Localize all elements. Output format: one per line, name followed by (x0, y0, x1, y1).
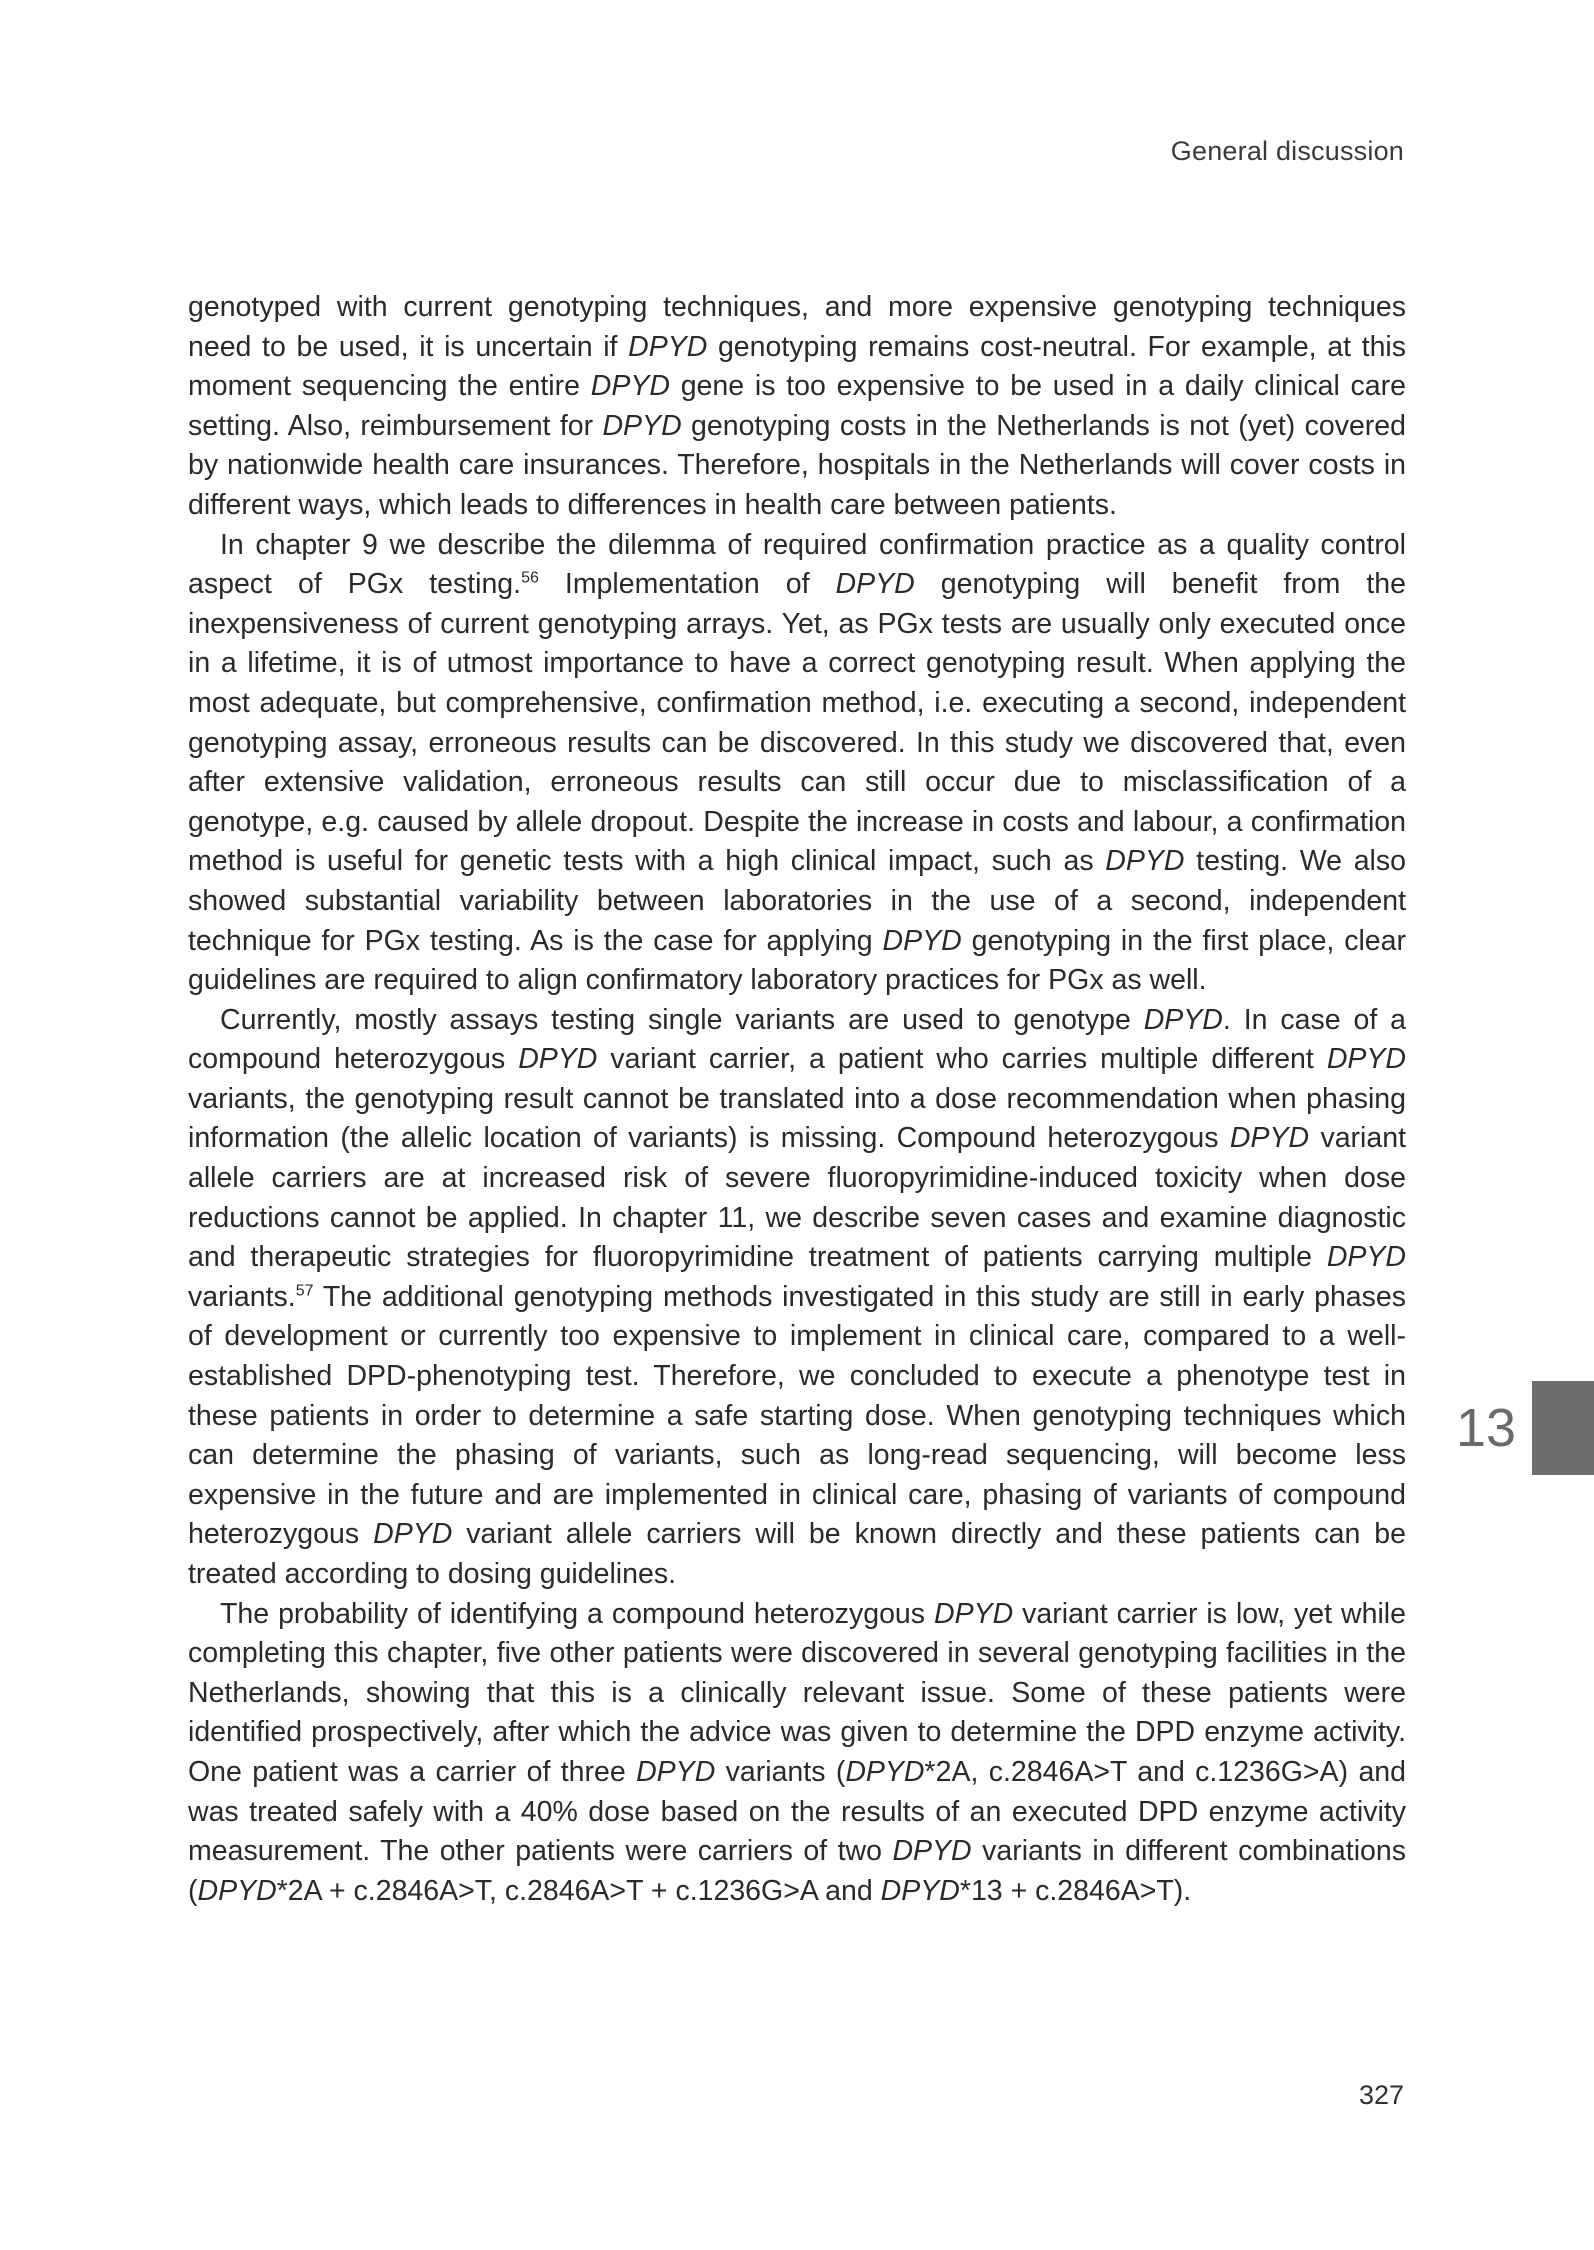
text-run: testing. We also showed substantial variability between laboratories in the use of a second, independent technique for PGx testing. As is the case for applying (188, 845, 1406, 957)
text-run: variant carrier is low, yet while completing this chapter, five other patients were discovered in several genotyping facilities in the Netherlands, showing that this is a clinically relevant issue. Some of these patients were identified prospectively, after which the advice was given to determine the DPD enzyme activity. One patient was a carrier of three (188, 1597, 1406, 1788)
gene-name: DPYD (197, 1874, 277, 1907)
text-run: variants in different combinations ( (188, 1835, 1406, 1907)
gene-name: DPYD (1326, 1043, 1406, 1076)
text-run: variants, the genotyping result cannot be translated into a dose recommendation when phasing information (the allelic location of variants) is missing. Compound heterozygous (188, 1082, 1406, 1155)
gene-name: DPYD (835, 568, 915, 601)
text-run: variants ( (715, 1755, 846, 1788)
text-run: Currently, mostly assays testing single variants are used to genotype (220, 1003, 1144, 1036)
running-header: General discussion (1170, 136, 1404, 166)
text-run: *2A, c.2846A>T and c.1236G>A) and was treated safely with a 40% dose based on the results of an executed DPD enzyme activity measurement. The other patients were carriers of two (188, 1755, 1406, 1868)
text-run: The probability of identifying a compound heterozygous (220, 1597, 934, 1630)
gene-name: DPYD (602, 409, 682, 442)
text-run: . In case of a compound heterozygous (188, 1003, 1406, 1076)
text-run: genotyping in the first place, clear guidelines are required to align confirmatory laboratory practices for PGx as well. (188, 924, 1407, 997)
gene-name: DPYD (1143, 1003, 1223, 1036)
text-run: The additional genotyping methods investigated in this study are still in early phases of development or currently too expensive to implement in clinical care, compared to a well-established DPD-phenotyping test. Therefore, we concluded to execute a phenotype test in these patients in order to determine a safe starting dose. When genotyping techniques which can determine the phasing of variants, such as long-read sequencing, will become less expensive in the future and are implemented in clinical care, phasing of variants of compound heterozygous (188, 1280, 1406, 1551)
text-run: genotyping costs in the Netherlands is not (yet) covered by nationwide health care insurances. Therefore, hospitals in the Netherlands will cover costs in different ways, which leads to differences in health care between patients. (188, 409, 1406, 521)
gene-name: DPYD (1326, 1241, 1406, 1274)
paragraph-3 (188, 1001, 1406, 1595)
paragraph-4 (188, 1595, 1406, 1912)
paragraph-1 (188, 288, 1406, 526)
gene-name: DPYD (628, 330, 708, 363)
gene-name: DPYD (892, 1835, 972, 1868)
reference-superscript: 57 (295, 1282, 314, 1300)
text-run: *13 + c.2846A>T). (959, 1874, 1192, 1907)
text-run: variants. (188, 1280, 296, 1313)
body-text (188, 288, 1406, 1911)
gene-name: DPYD (373, 1518, 453, 1551)
text-run: *2A + c.2846A>T, c.2846A>T + c.1236G>A and (276, 1874, 881, 1907)
gene-name: DPYD (845, 1755, 925, 1788)
gene-name: DPYD (1229, 1122, 1310, 1155)
gene-name: DPYD (934, 1597, 1014, 1630)
text-run: gene is too expensive to be used in a daily clinical care setting. Also, reimbursement for (188, 370, 1406, 442)
reference-superscript: 56 (521, 569, 539, 587)
chapter-number: 13 (1456, 1398, 1517, 1458)
text-run: Implementation of (538, 568, 836, 601)
text-run: genotyping will benefit from the inexpensiveness of current genotyping arrays. Yet, as PGx tests are usually only executed once in a lifetime, it is of utmost importance to have a correct genotyping result. When applying the most adequate, but comprehensive, confirmation method, i.e. executing a second, independent genotyping assay, erroneous results can be discovered. In this study we discovered that, even after extensive validation, erroneous results can still occur due to misclassification of a genotype, e.g. caused by allele dropout. Despite the increase in costs and labour, a confirmation method is useful for genetic tests with a high clinical impact, such as (188, 568, 1406, 878)
gene-name: DPYD (880, 1874, 960, 1907)
page-number: 327 (1358, 2080, 1404, 2110)
gene-name: DPYD (636, 1755, 716, 1788)
text-run: genotyped with current genotyping techniques, and more expensive genotyping techniques need to be used, it is uncertain if (188, 291, 1406, 363)
text-run: variant allele carriers are at increased risk of severe fluoropyrimidine-induced toxicity when dose reductions cannot be applied. In chapter 11, we describe seven cases and examine diagnostic and therapeutic strategies for fluoropyrimidine treatment of patients carrying multiple (188, 1122, 1406, 1274)
gene-name: DPYD (590, 370, 670, 403)
text-run: variant allele carriers will be known directly and these patients can be treated according to dosing guidelines. (188, 1518, 1406, 1590)
text-run: genotyping remains cost-neutral. For example, at this moment sequencing the entire (188, 330, 1407, 403)
text-run: variant carrier, a patient who carries multiple different (597, 1043, 1327, 1076)
paragraph-2 (188, 526, 1406, 1001)
gene-name: DPYD (882, 924, 962, 957)
chapter-thumb-tab (1532, 1381, 1594, 1475)
text-run: In chapter 9 we describe the dilemma of required confirmation practice as a quality control aspect of PGx testing. (188, 528, 1406, 601)
gene-name: DPYD (1105, 845, 1185, 878)
gene-name: DPYD (518, 1043, 598, 1076)
